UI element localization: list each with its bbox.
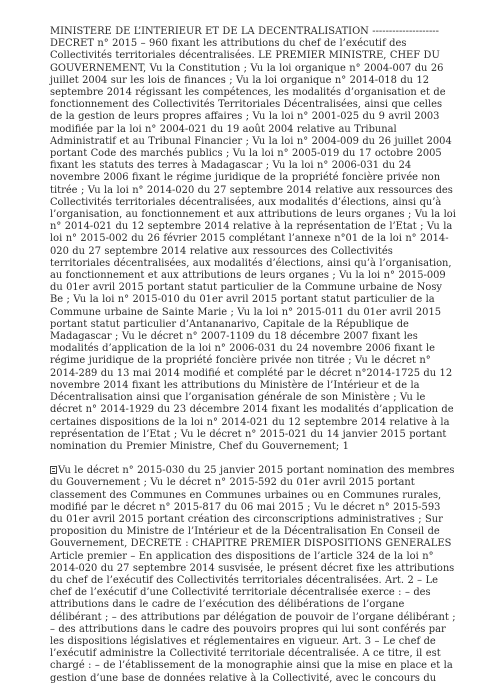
decree-paragraph-1: MINISTERE DE L’INTERIEUR ET DE LA DECENTRALISATION -------------------- DECRET n° 2015 – 960 fixant les attributions du chef de l’exécutif des Collectivités territoriales décentralisées. LE PREMIER MINISTRE, CHEF DU GOUVERNEMENT, Vu la Constitution ; Vu la loi organique n° 2004-007 du 26 juillet 2004 sur les lois de finances ; Vu la loi organique n° 2014-018 du 12 septembre 2014 régissant les compétences, les modalités d’organisation et de fonctionnement des Collectivités Territoriales Décentralisées, ainsi que celles de la gestion de leurs propres affaires ; Vu la loi n° 2001-025 du 9 avril 2003 modifiée par la loi n° 2004-021 du 19 août 2004 relative au Tribunal Administratif et au Tribunal Financier ; Vu la loi n° 2004-009 du 26 juillet 2004 portant Code des marchés publics ; Vu la loi n° 2005-019 du 17 octobre 2005 fixant les statuts des terres à Madagascar ; Vu la loi n° 2006-031 du 24 novembre 2006 fixant le régime juridique de la propriété foncière privée non titrée ; Vu la loi n° 2014-020 du 27 septembre 2014 relative aux ressources des Collectivités territoriales décentralisées, aux modalités d’élections, ainsi qu’à l’organisation, au fonctionnement et aux attributions de leurs organes ; Vu la loi n° 2014-021 du 12 septembre 2014 relative à la représentation de l’Etat ; Vu la loi n° 2015-002 du 26 février 2015 complétant l’annexe n°01 de la loi n° 2014-020 du 27 septembre 2014 relative aux ressources des Collectivités territoriales décentralisées, aux modalités d’élections, ainsi qu’à l’organisation, au fonctionnement et aux attributions de leurs organes ; Vu la loi n° 2015-009 du 01er avril 2015 portant statut particulier de la Commune urbaine de Nosy Be ; Vu la loi n° 2015-010 du 01er avril 2015 portant statut particulier de la Commune urbaine de Sainte Marie ; Vu la loi n° 2015-011 du 01er avril 2015 portant statut particulier d’Antananarivo, Capitale de la République de Madagascar ; Vu le décret n° 2007-1109 du 18 décembre 2007 fixant les modalités d’application de la loi n° 2006-031 du 24 novembre 2006 fixant le régime juridique de la propriété foncière privée non titrée ; Vu le décret n° 2014-289 du 13 mai 2014 modifié et complété par le décret n°2014-1725 du 12 novembre 2014 fixant les attributions du Ministère de l’Intérieur et de la Décentralisation ainsi que l’organisation générale de son Ministère ; Vu le décret n° 2014-1929 du 23 décembre 2014 fixant les modalités d’application de certaines dispositions de la loi n° 2014-021 du 12 septembre 2014 relative à la représentation de l’Etat ; Vu le décret n° 2015-021 du 14 janvier 2015 portant nomination du Premier Ministre, Chef du Gouvernement; 1	[50, 26, 456, 452]
decree-paragraph-2: Vu le décret n° 2015-030 du 25 janvier 2015 portant nomination des membres du Gouvernement ; Vu le décret n° 2015-592 du 01er avril 2015 portant classement des Communes en Communes urbaines ou en Communes rurales, modifié par le décret n° 2015-817 du 06 mai 2015 ; Vu le décret n° 2015-593 du 01er avril 2015 portant création des circonscriptions administratives ; Sur proposition du Ministre de l’Intérieur et de la Décentralisation En Conseil de Gouvernement, DECRETE : CHAPITRE PREMIER DISPOSITIONS GENERALES Article premier – En application des dispositions de l’article 324 de la loi n° 2014-020 du 27 septembre 2014 susvisée, le présent décret fixe les attributions du chef de l’exécutif des Collectivités territoriales décentralisées. Art. 2 – Le chef de l’exécutif d’une Collectivité territoriale décentralisée exerce : – des attributions dans le cadre de l’exécution des délibérations de l’organe délibérant ; – des attributions par délégation de pouvoir de l’organe délibérant ; – des attributions dans le cadre des pouvoirs propres qui lui sont conférés par les dispositions législatives et réglementaires en vigueur. Art. 3 – Le chef de l’exécutif administre la Collectivité territoriale décentralisée. A ce titre, il est chargé : – de l’établissement de la monographie ainsi que la mise en place et la gestion d’une base de données relative à la Collectivité, avec le concours du	[50, 465, 456, 684]
document-page	[50, 26, 456, 685]
page-break-marker-icon	[50, 466, 57, 474]
decree-paragraph-2-container	[50, 465, 456, 685]
